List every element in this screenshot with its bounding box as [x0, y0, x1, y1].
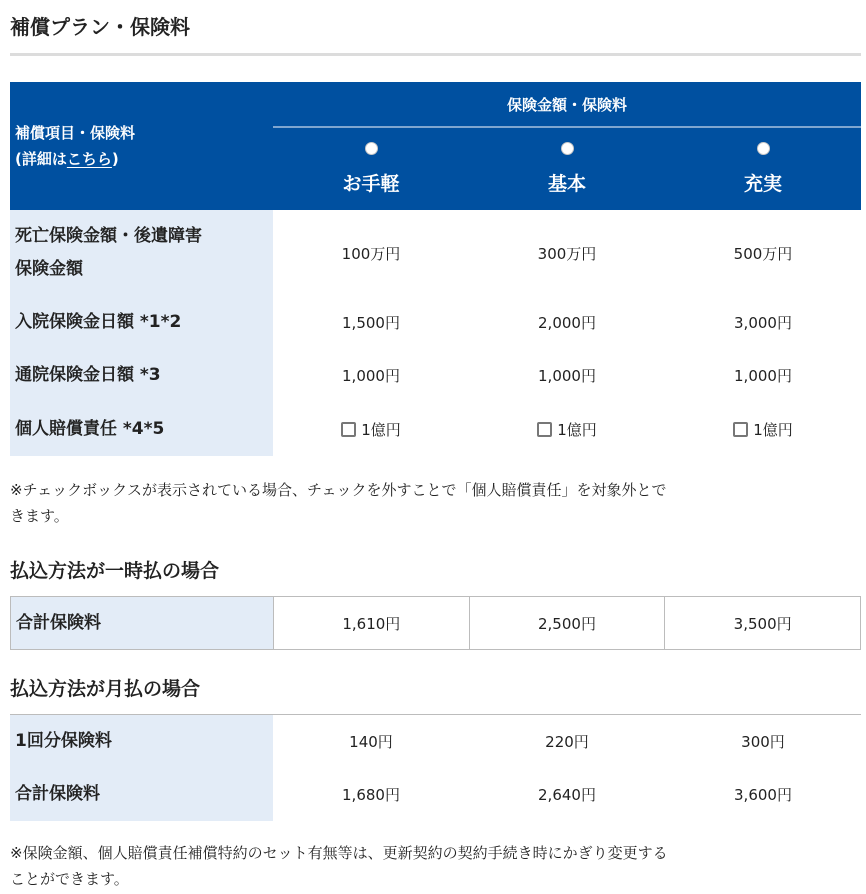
row-label-line: 死亡保険金額・後遺障害	[15, 226, 202, 246]
value-cell: 2,640円	[538, 785, 596, 804]
liability-cell-otegaru	[273, 402, 469, 456]
plan-radio-kihon[interactable]	[561, 142, 574, 155]
table-row	[10, 296, 861, 349]
lump-sum-section-title: 払込方法が一時払の場合	[10, 560, 220, 582]
title-divider	[10, 53, 861, 56]
coverage-column-header	[10, 82, 273, 210]
note-line: ※チェックボックスが表示されている場合、チェックを外すことで「個人賠償責任」を対象外とで	[10, 481, 667, 499]
note-line: きます。	[10, 507, 69, 525]
liability-cell-jujitsu	[665, 402, 861, 456]
value-cell: 300万円	[537, 244, 597, 263]
value-cell: 1,500円	[342, 314, 400, 332]
plan-option-otegaru[interactable]	[273, 127, 469, 210]
monthly-section-title: 払込方法が月払の場合	[10, 678, 201, 700]
plan-option-jujitsu[interactable]	[665, 127, 861, 210]
value-cell: 1,680円	[342, 785, 400, 804]
details-link[interactable]: こちら	[66, 150, 112, 168]
value-cell: 2,000円	[538, 314, 596, 332]
note-line: ※保険金額、個人賠償責任補償特約のセット有無等は、更新契約の契約手続き時にかぎり変更する	[10, 844, 668, 862]
table-row	[10, 768, 861, 821]
value-cell: 220円	[545, 732, 589, 751]
plan-label-jujitsu: 充実	[743, 173, 782, 195]
plan-label-kihon: 基本	[547, 173, 586, 195]
liability-checkbox-jujitsu[interactable]	[733, 422, 748, 437]
plan-radio-otegaru[interactable]	[365, 142, 378, 155]
value-cell: 1,000円	[342, 367, 400, 385]
value-cell: 100万円	[341, 244, 401, 263]
row-label-total-premium: 合計保険料	[11, 597, 274, 650]
value-cell: 300円	[741, 732, 785, 751]
plan-radio-jujitsu[interactable]	[757, 142, 770, 155]
table-row	[10, 349, 861, 402]
value-cell: 3,500円	[665, 597, 861, 650]
row-label-outpatient-daily: 通院保険金日額 *3	[10, 349, 273, 402]
details-suffix: )	[111, 150, 119, 168]
plan-label-otegaru: お手軽	[342, 173, 400, 195]
value-cell: 3,000円	[734, 314, 792, 332]
table-row	[10, 210, 861, 296]
liability-cell-kihon	[469, 402, 665, 456]
lump-sum-table	[10, 596, 861, 650]
row-label-hospital-daily: 入院保険金日額 *1*2	[10, 296, 273, 349]
table-row	[10, 715, 861, 768]
liability-value: 1億円	[557, 420, 597, 439]
value-cell: 1,610円	[274, 597, 470, 650]
value-cell: 140円	[349, 732, 393, 751]
table-row	[10, 402, 861, 456]
value-cell: 1,000円	[734, 367, 792, 385]
monthly-table	[10, 714, 861, 821]
liability-checkbox-otegaru[interactable]	[341, 422, 356, 437]
renewal-note	[10, 840, 855, 892]
plan-option-kihon[interactable]	[469, 127, 665, 210]
liability-value: 1億円	[753, 420, 793, 439]
page-title: 補償プラン・保険料	[10, 15, 190, 39]
row-label-death-benefit	[10, 210, 273, 296]
amount-group-header: 保険金額・保険料	[273, 82, 861, 127]
value-cell: 500万円	[733, 244, 793, 263]
checkbox-note	[10, 477, 855, 529]
liability-value: 1億円	[361, 420, 401, 439]
details-prefix: (詳細は	[15, 150, 67, 168]
liability-checkbox-kihon[interactable]	[537, 422, 552, 437]
row-label-line: 保険金額	[15, 259, 83, 279]
row-label-monthly-total: 合計保険料	[10, 768, 273, 821]
value-cell: 3,600円	[734, 785, 792, 804]
value-cell: 1,000円	[538, 367, 596, 385]
note-line: ことができます。	[10, 870, 129, 888]
table-row	[11, 597, 861, 650]
coverage-plan-table	[10, 82, 861, 456]
coverage-header-label: 補償項目・保険料	[15, 124, 136, 142]
row-label-per-payment: 1回分保険料	[10, 715, 273, 768]
value-cell: 2,500円	[469, 597, 665, 650]
row-label-personal-liability: 個人賠償責任 *4*5	[10, 402, 273, 456]
